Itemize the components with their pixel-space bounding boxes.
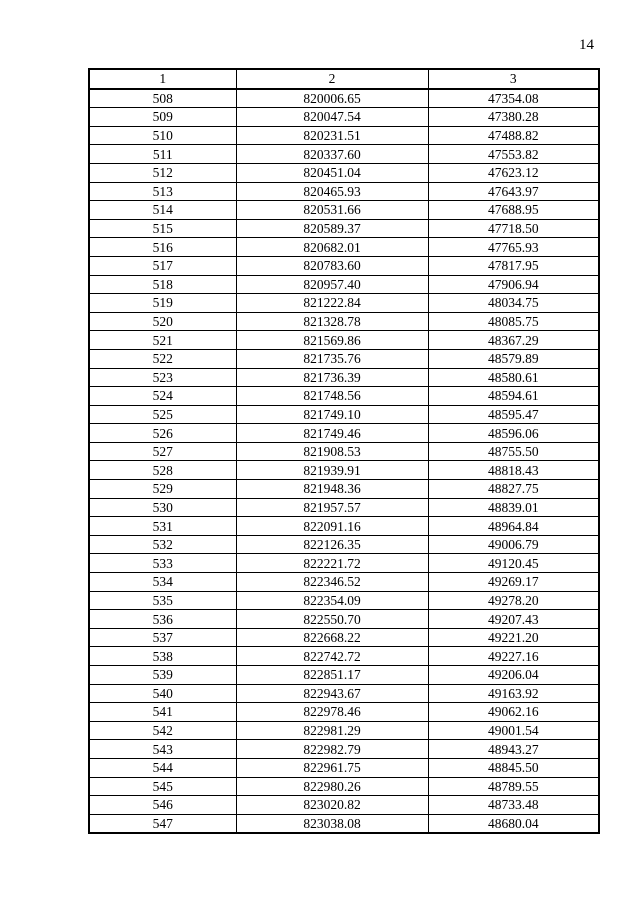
- table-row: [89, 275, 599, 294]
- x-coordinate-cell: 821749.10: [236, 405, 428, 424]
- x-coordinate-cell: 820783.60: [236, 256, 428, 275]
- table-row: [89, 498, 599, 517]
- y-coordinate-cell: 47380.28: [428, 108, 599, 127]
- point-number-cell: 532: [89, 535, 236, 554]
- y-coordinate-cell: 49006.79: [428, 535, 599, 554]
- table-row: [89, 666, 599, 685]
- x-coordinate-cell: 820957.40: [236, 275, 428, 294]
- x-coordinate-cell: 822742.72: [236, 647, 428, 666]
- y-coordinate-cell: 48755.50: [428, 442, 599, 461]
- point-number-cell: 521: [89, 331, 236, 350]
- table-row: [89, 256, 599, 275]
- table-row: [89, 108, 599, 127]
- table-row: [89, 554, 599, 573]
- table-row: [89, 573, 599, 592]
- table-row: [89, 368, 599, 387]
- x-coordinate-cell: 821735.76: [236, 349, 428, 368]
- y-coordinate-cell: 48595.47: [428, 405, 599, 424]
- y-coordinate-cell: 47688.95: [428, 201, 599, 220]
- y-coordinate-cell: 49206.04: [428, 666, 599, 685]
- x-coordinate-cell: 822980.26: [236, 777, 428, 796]
- x-coordinate-cell: 821908.53: [236, 442, 428, 461]
- x-coordinate-cell: 822126.35: [236, 535, 428, 554]
- y-coordinate-cell: 48964.84: [428, 517, 599, 536]
- x-coordinate-cell: 820451.04: [236, 163, 428, 182]
- x-coordinate-cell: 820682.01: [236, 238, 428, 257]
- y-coordinate-cell: 48733.48: [428, 796, 599, 815]
- x-coordinate-cell: 821569.86: [236, 331, 428, 350]
- point-number-cell: 537: [89, 628, 236, 647]
- table-body: [89, 89, 599, 834]
- point-number-cell: 547: [89, 814, 236, 833]
- table-row: [89, 349, 599, 368]
- point-number-cell: 542: [89, 721, 236, 740]
- x-coordinate-cell: 822221.72: [236, 554, 428, 573]
- y-coordinate-cell: 48839.01: [428, 498, 599, 517]
- table-row: [89, 758, 599, 777]
- header-row: [89, 69, 599, 89]
- column-header-1: 1: [89, 69, 236, 89]
- x-coordinate-cell: 820231.51: [236, 126, 428, 145]
- point-number-cell: 529: [89, 480, 236, 499]
- y-coordinate-cell: 48827.75: [428, 480, 599, 499]
- table-row: [89, 480, 599, 499]
- x-coordinate-cell: 821222.84: [236, 294, 428, 313]
- table-row: [89, 535, 599, 554]
- x-coordinate-cell: 822346.52: [236, 573, 428, 592]
- x-coordinate-cell: 821957.57: [236, 498, 428, 517]
- point-number-cell: 535: [89, 591, 236, 610]
- x-coordinate-cell: 822982.79: [236, 740, 428, 759]
- x-coordinate-cell: 823020.82: [236, 796, 428, 815]
- point-number-cell: 523: [89, 368, 236, 387]
- point-number-cell: 515: [89, 219, 236, 238]
- y-coordinate-cell: 48789.55: [428, 777, 599, 796]
- y-coordinate-cell: 49221.20: [428, 628, 599, 647]
- x-coordinate-cell: 822668.22: [236, 628, 428, 647]
- table-row: [89, 163, 599, 182]
- point-number-cell: 539: [89, 666, 236, 685]
- x-coordinate-cell: 822978.46: [236, 703, 428, 722]
- x-coordinate-cell: 820531.66: [236, 201, 428, 220]
- point-number-cell: 522: [89, 349, 236, 368]
- y-coordinate-cell: 49062.16: [428, 703, 599, 722]
- table-row: [89, 145, 599, 164]
- x-coordinate-cell: 821736.39: [236, 368, 428, 387]
- point-number-cell: 538: [89, 647, 236, 666]
- point-number-cell: 518: [89, 275, 236, 294]
- point-number-cell: 526: [89, 424, 236, 443]
- column-header-2: 2: [236, 69, 428, 89]
- point-number-cell: 545: [89, 777, 236, 796]
- x-coordinate-cell: 822981.29: [236, 721, 428, 740]
- point-number-cell: 541: [89, 703, 236, 722]
- y-coordinate-cell: 48579.89: [428, 349, 599, 368]
- point-number-cell: 544: [89, 758, 236, 777]
- table-row: [89, 219, 599, 238]
- x-coordinate-cell: 822961.75: [236, 758, 428, 777]
- y-coordinate-cell: 47623.12: [428, 163, 599, 182]
- y-coordinate-cell: 48034.75: [428, 294, 599, 313]
- point-number-cell: 517: [89, 256, 236, 275]
- y-coordinate-cell: 49120.45: [428, 554, 599, 573]
- table-row: [89, 628, 599, 647]
- table-row: [89, 647, 599, 666]
- point-number-cell: 546: [89, 796, 236, 815]
- table-row: [89, 796, 599, 815]
- point-number-cell: 509: [89, 108, 236, 127]
- point-number-cell: 511: [89, 145, 236, 164]
- point-number-cell: 513: [89, 182, 236, 201]
- point-number-cell: 543: [89, 740, 236, 759]
- y-coordinate-cell: 49269.17: [428, 573, 599, 592]
- y-coordinate-cell: 47718.50: [428, 219, 599, 238]
- table-row: [89, 814, 599, 833]
- y-coordinate-cell: 48596.06: [428, 424, 599, 443]
- point-number-cell: 525: [89, 405, 236, 424]
- y-coordinate-cell: 48580.61: [428, 368, 599, 387]
- y-coordinate-cell: 47354.08: [428, 89, 599, 108]
- table-row: [89, 684, 599, 703]
- point-number-cell: 516: [89, 238, 236, 257]
- table-row: [89, 126, 599, 145]
- coordinates-table: [88, 68, 600, 834]
- y-coordinate-cell: 49207.43: [428, 610, 599, 629]
- y-coordinate-cell: 47765.93: [428, 238, 599, 257]
- x-coordinate-cell: 822943.67: [236, 684, 428, 703]
- table-row: [89, 703, 599, 722]
- x-coordinate-cell: 820589.37: [236, 219, 428, 238]
- point-number-cell: 534: [89, 573, 236, 592]
- table-row: [89, 201, 599, 220]
- y-coordinate-cell: 47643.97: [428, 182, 599, 201]
- column-header-3: 3: [428, 69, 599, 89]
- x-coordinate-cell: 821749.46: [236, 424, 428, 443]
- x-coordinate-cell: 820047.54: [236, 108, 428, 127]
- table-row: [89, 610, 599, 629]
- point-number-cell: 533: [89, 554, 236, 573]
- x-coordinate-cell: 823038.08: [236, 814, 428, 833]
- point-number-cell: 528: [89, 461, 236, 480]
- y-coordinate-cell: 48845.50: [428, 758, 599, 777]
- y-coordinate-cell: 49278.20: [428, 591, 599, 610]
- table-row: [89, 517, 599, 536]
- point-number-cell: 527: [89, 442, 236, 461]
- x-coordinate-cell: 820006.65: [236, 89, 428, 108]
- table-row: [89, 405, 599, 424]
- point-number-cell: 510: [89, 126, 236, 145]
- y-coordinate-cell: 49227.16: [428, 647, 599, 666]
- y-coordinate-cell: 48943.27: [428, 740, 599, 759]
- table-row: [89, 294, 599, 313]
- x-coordinate-cell: 821748.56: [236, 387, 428, 406]
- y-coordinate-cell: 47817.95: [428, 256, 599, 275]
- x-coordinate-cell: 821948.36: [236, 480, 428, 499]
- table-header: [89, 69, 599, 89]
- x-coordinate-cell: 820465.93: [236, 182, 428, 201]
- y-coordinate-cell: 48680.04: [428, 814, 599, 833]
- y-coordinate-cell: 49001.54: [428, 721, 599, 740]
- point-number-cell: 540: [89, 684, 236, 703]
- x-coordinate-cell: 822550.70: [236, 610, 428, 629]
- point-number-cell: 536: [89, 610, 236, 629]
- table-row: [89, 387, 599, 406]
- table-row: [89, 89, 599, 108]
- point-number-cell: 512: [89, 163, 236, 182]
- y-coordinate-cell: 48085.75: [428, 312, 599, 331]
- table-row: [89, 740, 599, 759]
- x-coordinate-cell: 822091.16: [236, 517, 428, 536]
- y-coordinate-cell: 49163.92: [428, 684, 599, 703]
- table-row: [89, 442, 599, 461]
- point-number-cell: 508: [89, 89, 236, 108]
- y-coordinate-cell: 47488.82: [428, 126, 599, 145]
- y-coordinate-cell: 48594.61: [428, 387, 599, 406]
- table-row: [89, 461, 599, 480]
- x-coordinate-cell: 822354.09: [236, 591, 428, 610]
- point-number-cell: 514: [89, 201, 236, 220]
- y-coordinate-cell: 47553.82: [428, 145, 599, 164]
- table-row: [89, 591, 599, 610]
- point-number-cell: 520: [89, 312, 236, 331]
- table-row: [89, 182, 599, 201]
- table-row: [89, 721, 599, 740]
- table-row: [89, 312, 599, 331]
- point-number-cell: 524: [89, 387, 236, 406]
- x-coordinate-cell: 821939.91: [236, 461, 428, 480]
- coordinates-table-container: [88, 68, 598, 834]
- point-number-cell: 519: [89, 294, 236, 313]
- x-coordinate-cell: 821328.78: [236, 312, 428, 331]
- table-row: [89, 238, 599, 257]
- table-row: [89, 331, 599, 350]
- point-number-cell: 530: [89, 498, 236, 517]
- y-coordinate-cell: 47906.94: [428, 275, 599, 294]
- page-number: 14: [579, 37, 594, 53]
- point-number-cell: 531: [89, 517, 236, 536]
- table-row: [89, 777, 599, 796]
- table-row: [89, 424, 599, 443]
- x-coordinate-cell: 822851.17: [236, 666, 428, 685]
- x-coordinate-cell: 820337.60: [236, 145, 428, 164]
- y-coordinate-cell: 48818.43: [428, 461, 599, 480]
- y-coordinate-cell: 48367.29: [428, 331, 599, 350]
